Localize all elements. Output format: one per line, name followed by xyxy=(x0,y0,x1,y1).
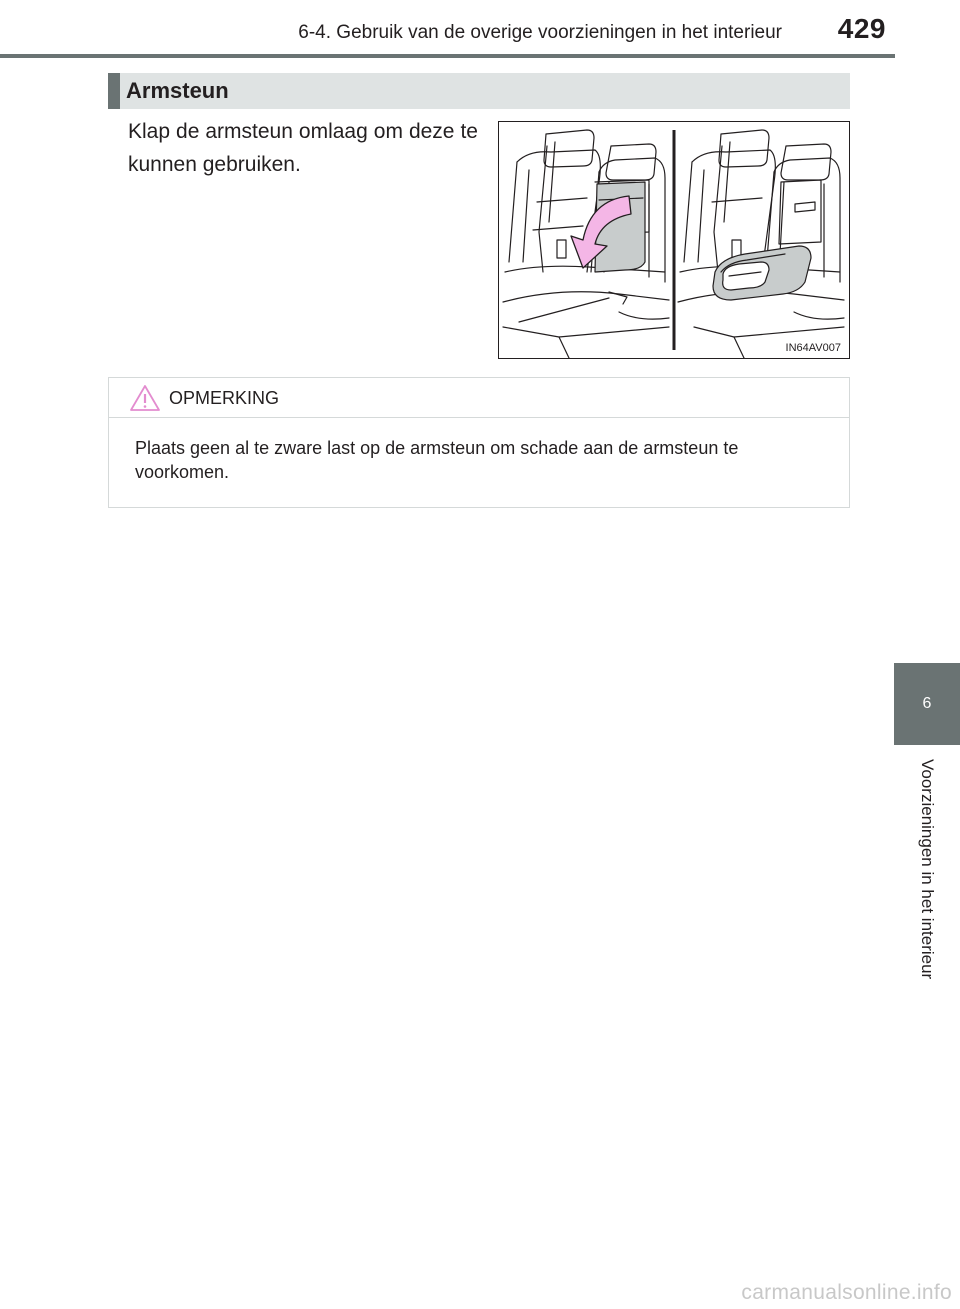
armrest-illustration-svg xyxy=(499,122,849,358)
chapter-tab xyxy=(894,663,960,745)
section-heading-bar xyxy=(108,73,850,109)
page-number: 429 xyxy=(837,13,886,44)
header-rule xyxy=(0,54,895,58)
chapter-side-label xyxy=(894,745,960,1045)
section-body-text: Klap de armsteun omlaag om deze te kunnen gebruiken. xyxy=(128,120,478,176)
section-title: Armsteun xyxy=(126,78,229,103)
warning-triangle-icon xyxy=(129,384,161,417)
notice-title: OPMERKING xyxy=(169,388,280,408)
notice-box xyxy=(108,377,850,508)
figure-code: IN64AV007 xyxy=(785,342,841,354)
header-section-title: 6-4. Gebruik van de overige voorzieningen in het interieur xyxy=(298,22,782,43)
notice-text: Plaats geen al te zware last op de armsteun om schade aan de armsteun te voorkomen. xyxy=(135,438,739,483)
notice-header xyxy=(109,378,849,418)
watermark: carmanualsonline.info xyxy=(741,1281,952,1304)
armrest-illustration xyxy=(498,121,850,359)
chapter-label: Voorzieningen in het interieur xyxy=(918,759,937,980)
chapter-number: 6 xyxy=(922,695,932,712)
